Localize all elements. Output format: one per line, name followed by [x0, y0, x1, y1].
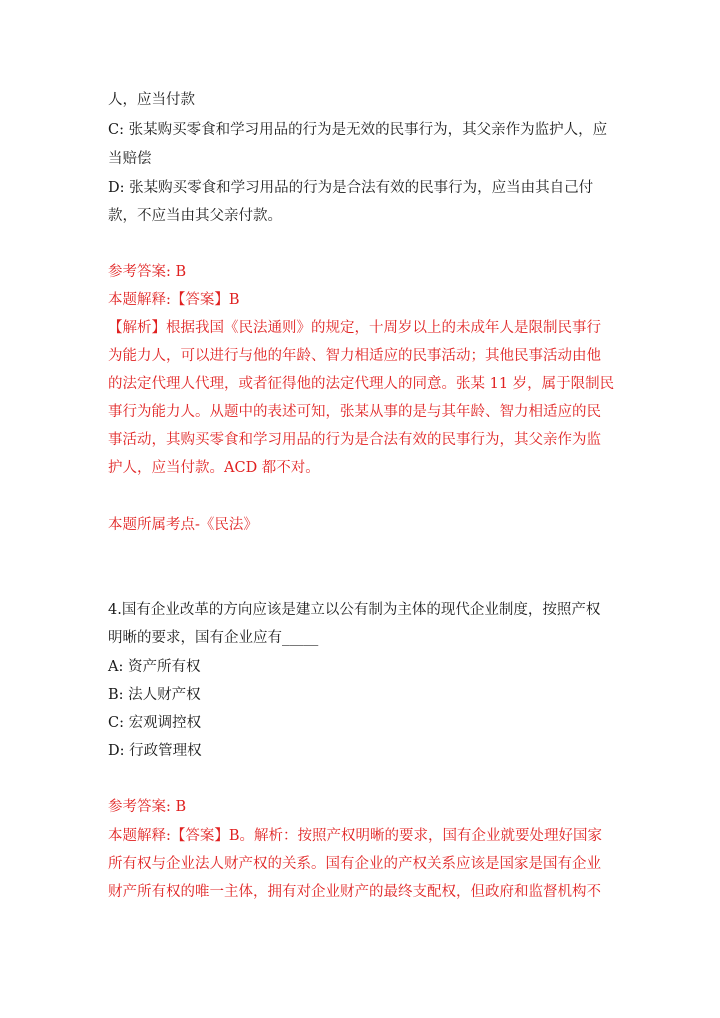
- q3-analysis-line: 事行为能力人。从题中的表述可知，张某从事的是与其年龄、智力相适应的民: [108, 404, 601, 420]
- q3-answer: 参考答案: B: [108, 264, 187, 280]
- q4-stem-line: 4.国有企业改革的方向应该是建立以公有制为主体的现代企业制度，按照产权: [108, 602, 601, 618]
- q4-explanation-line: 财产所有权的唯一主体，拥有对企业财产的最终支配权，但政府和监督机构不: [108, 884, 601, 900]
- q3-analysis-line: 事活动，其购买零食和学习用品的行为是合法有效的民事行为，其父亲作为监: [108, 432, 601, 448]
- q3-analysis-line: 护人，应当付款。ACD 都不对。: [108, 460, 320, 476]
- q3-option-line: 当赔偿: [108, 151, 152, 167]
- q3-option-line: 人，应当付款: [108, 92, 195, 108]
- q4-option-a: A: 资产所有权: [108, 659, 201, 675]
- q3-analysis-line: 的法定代理人代理，或者征得他的法定代理人的同意。张某 11 岁，属于限制民: [108, 376, 615, 392]
- q4-explanation-line: 所有权与企业法人财产权的关系。国有企业的产权关系应该是国家是国有企业: [108, 856, 601, 872]
- q3-option-d: D: 张某购买零食和学习用品的行为是合法有效的民事行为，应当由其自己付: [108, 180, 594, 196]
- q3-explanation-head: 本题解释:【答案】B: [108, 292, 240, 308]
- q4-option-b: B: 法人财产权: [108, 687, 201, 703]
- q3-option-line: 款，不应当由其父亲付款。: [108, 208, 282, 224]
- q4-answer: 参考答案: B: [108, 799, 187, 815]
- q4-stem-line: 明晰的要求，国有企业应有_____: [108, 630, 319, 646]
- q3-analysis-line: 【解析】根据我国《民法通则》的规定，十周岁以上的未成年人是限制民事行: [108, 320, 601, 336]
- q4-option-c: C: 宏观调控权: [108, 715, 202, 731]
- q4-explanation-line: 本题解释:【答案】B。解析：按照产权明晰的要求，国有企业就要处理好国家: [108, 828, 603, 844]
- q3-topic: 本题所属考点-《民法》: [108, 517, 258, 533]
- q4-option-d: D: 行政管理权: [108, 743, 202, 759]
- q3-analysis-line: 为能力人，可以进行与他的年龄、智力相适应的民事活动；其他民事活动由他: [108, 348, 601, 364]
- q3-option-c: C: 张某购买零食和学习用品的行为是无效的民事行为，其父亲作为监护人，应: [108, 122, 608, 138]
